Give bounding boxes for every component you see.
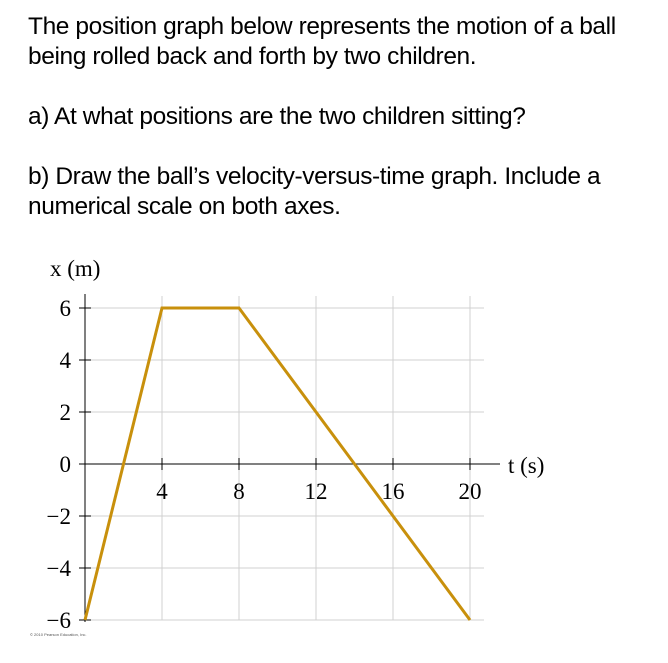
x-tick-label: 8: [233, 479, 245, 504]
y-tick-label: 6: [59, 296, 71, 321]
question-part-a: a) At what positions are the two children sitting?: [28, 103, 526, 130]
y-tick-label: −2: [46, 504, 71, 529]
x-tick-label: 12: [304, 479, 328, 504]
x-tick-label: 16: [381, 479, 405, 504]
y-tick-label: 0: [59, 452, 71, 477]
y-axis-label: x (m): [50, 256, 101, 281]
question-intro: The position graph below represents the motion of a ball being rolled back and forth by two children.: [28, 13, 616, 70]
y-tick-label: 2: [59, 400, 71, 425]
x-tick-label: 20: [458, 479, 482, 504]
y-tick-label: −4: [46, 556, 71, 581]
x-tick-label: 4: [156, 479, 168, 504]
x-axis-label: t (s): [508, 453, 545, 478]
copyright-text: © 2010 Pearson Education, Inc.: [30, 632, 87, 637]
y-tick-label: −6: [46, 608, 71, 633]
chart-grid: [85, 296, 484, 620]
chart-axes: [85, 294, 500, 622]
question-part-b: b) Draw the ball’s velocity-versus-time graph. Include a numerical scale on both axes.: [28, 163, 601, 220]
y-tick-label: 4: [59, 348, 71, 373]
